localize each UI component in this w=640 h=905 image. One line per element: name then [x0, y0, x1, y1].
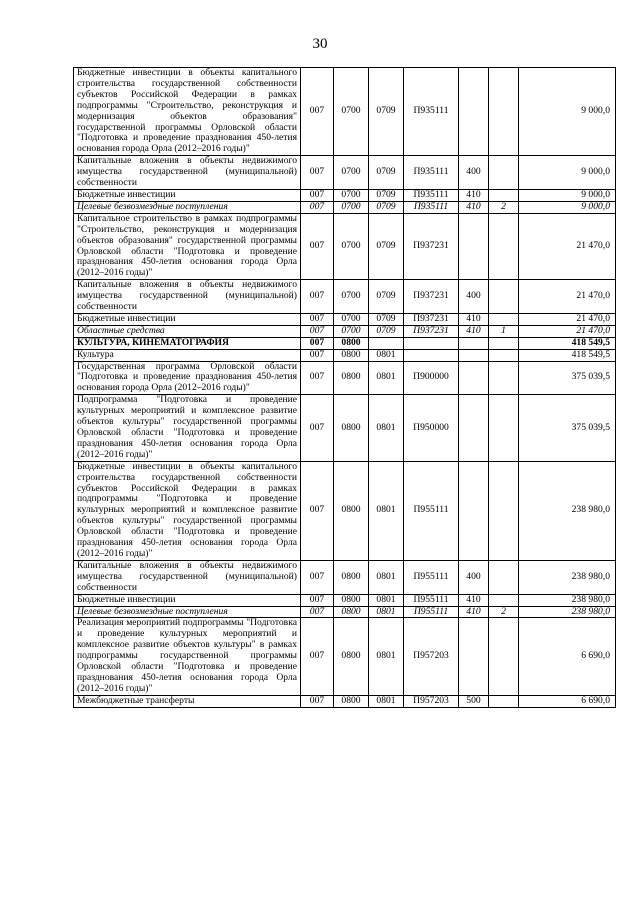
target-article-cell: П957203 [404, 618, 459, 695]
amount-cell: 21 470,0 [519, 325, 616, 337]
funding-source-cell [489, 213, 519, 279]
target-article-cell: П937231 [404, 280, 459, 314]
target-article-cell: П935111 [404, 201, 459, 213]
ved-code-cell: 007 [301, 594, 334, 606]
subsection-code-cell: 0801 [369, 560, 404, 594]
table-row [74, 313, 616, 325]
expense-type-cell [459, 213, 489, 279]
row-name-cell: Бюджетные инвестиции в объекты капитального строительства государственной собственности субъектов Российской Федерации в рамках подпрограммы "Строительство, реконструкция и модернизация объектов образования" государственной программы Орловской области "Подготовка и проведение празднования 450-летия основания города Орла (2012–2016 годы)" [74, 68, 301, 156]
table-row [74, 695, 616, 707]
expense-type-cell: 410 [459, 325, 489, 337]
target-article-cell: П957203 [404, 695, 459, 707]
ved-code-cell: 007 [301, 560, 334, 594]
table-row [74, 606, 616, 618]
funding-source-cell [489, 560, 519, 594]
amount-cell: 9 000,0 [519, 201, 616, 213]
expense-type-cell: 400 [459, 156, 489, 190]
table-row [74, 395, 616, 461]
amount-cell: 6 690,0 [519, 695, 616, 707]
section-code-cell: 0800 [334, 606, 369, 618]
ved-code-cell: 007 [301, 325, 334, 337]
amount-cell: 6 690,0 [519, 618, 616, 695]
section-code-cell: 0700 [334, 68, 369, 156]
expense-type-cell [459, 68, 489, 156]
row-name-cell: Государственная программа Орловской области "Подготовка и проведение празднования 450-летия основания города Орла (2012–2016 годы)" [74, 361, 301, 395]
funding-source-cell [489, 594, 519, 606]
amount-cell: 9 000,0 [519, 156, 616, 190]
target-article-cell: П955111 [404, 594, 459, 606]
ved-code-cell: 007 [301, 361, 334, 395]
ved-code-cell: 007 [301, 461, 334, 560]
table-row [74, 280, 616, 314]
target-article-cell: П935111 [404, 156, 459, 190]
page-number: 30 [312, 36, 328, 52]
subsection-code-cell [369, 337, 404, 349]
row-name-cell: КУЛЬТУРА, КИНЕМАТОГРАФИЯ [74, 337, 301, 349]
target-article-cell: П935111 [404, 68, 459, 156]
funding-source-cell: 2 [489, 201, 519, 213]
expense-type-cell [459, 618, 489, 695]
ved-code-cell: 007 [301, 337, 334, 349]
ved-code-cell: 007 [301, 618, 334, 695]
amount-cell: 238 980,0 [519, 606, 616, 618]
section-code-cell: 0800 [334, 395, 369, 461]
section-code-cell: 0700 [334, 156, 369, 190]
section-code-cell: 0700 [334, 213, 369, 279]
amount-cell: 238 980,0 [519, 594, 616, 606]
row-name-cell: Капитальные вложения в объекты недвижимого имущества государственной (муниципальной) собственности [74, 156, 301, 190]
amount-cell: 21 470,0 [519, 313, 616, 325]
amount-cell: 375 039,5 [519, 395, 616, 461]
section-code-cell: 0800 [334, 337, 369, 349]
table-row [74, 68, 616, 156]
subsection-code-cell: 0801 [369, 606, 404, 618]
amount-cell: 21 470,0 [519, 280, 616, 314]
subsection-code-cell: 0709 [369, 201, 404, 213]
table-row [74, 189, 616, 201]
target-article-cell: П937231 [404, 313, 459, 325]
row-name-cell: Капитальные вложения в объекты недвижимого имущества государственной (муниципальной) собственности [74, 560, 301, 594]
funding-source-cell [489, 695, 519, 707]
ved-code-cell: 007 [301, 201, 334, 213]
table-row [74, 213, 616, 279]
subsection-code-cell: 0801 [369, 461, 404, 560]
row-name-cell: Целевые безвозмездные поступления [74, 201, 301, 213]
target-article-cell: П955111 [404, 560, 459, 594]
target-article-cell: П937231 [404, 213, 459, 279]
table-row [74, 361, 616, 395]
expense-type-cell [459, 461, 489, 560]
section-code-cell: 0800 [334, 461, 369, 560]
amount-cell: 9 000,0 [519, 189, 616, 201]
target-article-cell: П955111 [404, 606, 459, 618]
funding-source-cell [489, 337, 519, 349]
row-name-cell: Областные средства [74, 325, 301, 337]
funding-source-cell [489, 618, 519, 695]
subsection-code-cell: 0709 [369, 313, 404, 325]
budget-table [73, 67, 616, 708]
subsection-code-cell: 0709 [369, 156, 404, 190]
funding-source-cell [489, 156, 519, 190]
row-name-cell: Реализация мероприятий подпрограммы "Подготовка и проведение культурных мероприятий и комплексное развитие объектов культуры" в рамках подпрограммы государственной программы Орловской области "Подготовка и проведение празднования 450-летия основания города Орла (2012–2016 годы)" [74, 618, 301, 695]
expense-type-cell [459, 349, 489, 361]
ved-code-cell: 007 [301, 695, 334, 707]
expense-type-cell: 410 [459, 201, 489, 213]
ved-code-cell: 007 [301, 156, 334, 190]
target-article-cell: П955111 [404, 461, 459, 560]
section-code-cell: 0800 [334, 349, 369, 361]
expense-type-cell: 410 [459, 189, 489, 201]
amount-cell: 238 980,0 [519, 560, 616, 594]
row-name-cell: Межбюджетные трансферты [74, 695, 301, 707]
funding-source-cell [489, 68, 519, 156]
amount-cell: 9 000,0 [519, 68, 616, 156]
table-row [74, 156, 616, 190]
subsection-code-cell: 0801 [369, 395, 404, 461]
subsection-code-cell: 0801 [369, 349, 404, 361]
section-code-cell: 0800 [334, 594, 369, 606]
row-name-cell: Капитальное строительство в рамках подпрограммы "Строительство, реконструкция и модернизация объектов образования" государственной программы Орловской области "Подготовка и проведение празднования 450-летия основания города Орла (2012–2016 годы)" [74, 213, 301, 279]
row-name-cell: Бюджетные инвестиции в объекты капитального строительства государственной собственности субъектов Российской Федерации в рамках подпрограммы "Подготовка и проведение культурных мероприятий и комплексное развитие объектов культуры" государственной программы Орловской области "Подготовка и проведение празднования 450-летия основания города Орла (2012–2016 годы)" [74, 461, 301, 560]
section-code-cell: 0800 [334, 361, 369, 395]
row-name-cell: Культура [74, 349, 301, 361]
table-row [74, 618, 616, 695]
funding-source-cell: 1 [489, 325, 519, 337]
subsection-code-cell: 0801 [369, 361, 404, 395]
section-code-cell: 0800 [334, 560, 369, 594]
target-article-cell [404, 337, 459, 349]
subsection-code-cell: 0709 [369, 213, 404, 279]
section-code-cell: 0700 [334, 313, 369, 325]
table-row [74, 337, 616, 349]
subsection-code-cell: 0801 [369, 695, 404, 707]
funding-source-cell [489, 189, 519, 201]
section-code-cell: 0700 [334, 325, 369, 337]
section-code-cell: 0800 [334, 695, 369, 707]
ved-code-cell: 007 [301, 349, 334, 361]
subsection-code-cell: 0709 [369, 325, 404, 337]
table-row [74, 461, 616, 560]
row-name-cell: Целевые безвозмездные поступления [74, 606, 301, 618]
amount-cell: 418 549,5 [519, 349, 616, 361]
subsection-code-cell: 0709 [369, 189, 404, 201]
expense-type-cell [459, 337, 489, 349]
row-name-cell: Бюджетные инвестиции [74, 189, 301, 201]
row-name-cell: Бюджетные инвестиции [74, 313, 301, 325]
section-code-cell: 0700 [334, 280, 369, 314]
funding-source-cell [489, 349, 519, 361]
target-article-cell: П937231 [404, 325, 459, 337]
section-code-cell: 0700 [334, 201, 369, 213]
expense-type-cell: 410 [459, 594, 489, 606]
expense-type-cell [459, 361, 489, 395]
target-article-cell: П900000 [404, 361, 459, 395]
amount-cell: 21 470,0 [519, 213, 616, 279]
expense-type-cell: 500 [459, 695, 489, 707]
expense-type-cell [459, 395, 489, 461]
table-row [74, 594, 616, 606]
target-article-cell: П935111 [404, 189, 459, 201]
table-body [74, 68, 616, 708]
subsection-code-cell: 0801 [369, 618, 404, 695]
amount-cell: 418 549,5 [519, 337, 616, 349]
ved-code-cell: 007 [301, 280, 334, 314]
row-name-cell: Бюджетные инвестиции [74, 594, 301, 606]
ved-code-cell: 007 [301, 606, 334, 618]
funding-source-cell [489, 461, 519, 560]
section-code-cell: 0800 [334, 618, 369, 695]
amount-cell: 375 039,5 [519, 361, 616, 395]
ved-code-cell: 007 [301, 313, 334, 325]
funding-source-cell [489, 361, 519, 395]
ved-code-cell: 007 [301, 395, 334, 461]
expense-type-cell: 400 [459, 280, 489, 314]
row-name-cell: Капитальные вложения в объекты недвижимого имущества государственной (муниципальной) собственности [74, 280, 301, 314]
subsection-code-cell: 0709 [369, 68, 404, 156]
target-article-cell: П950000 [404, 395, 459, 461]
table-row [74, 201, 616, 213]
funding-source-cell [489, 280, 519, 314]
expense-type-cell: 400 [459, 560, 489, 594]
funding-source-cell [489, 313, 519, 325]
target-article-cell [404, 349, 459, 361]
funding-source-cell: 2 [489, 606, 519, 618]
ved-code-cell: 007 [301, 213, 334, 279]
ved-code-cell: 007 [301, 189, 334, 201]
subsection-code-cell: 0801 [369, 594, 404, 606]
expense-type-cell: 410 [459, 606, 489, 618]
expense-type-cell: 410 [459, 313, 489, 325]
ved-code-cell: 007 [301, 68, 334, 156]
section-code-cell: 0700 [334, 189, 369, 201]
table-row [74, 560, 616, 594]
table-row [74, 325, 616, 337]
amount-cell: 238 980,0 [519, 461, 616, 560]
subsection-code-cell: 0709 [369, 280, 404, 314]
table-row [74, 349, 616, 361]
funding-source-cell [489, 395, 519, 461]
row-name-cell: Подпрограмма "Подготовка и проведение культурных мероприятий и комплексное развитие объектов культуры" государственной программы Орловской области "Подготовка и проведение празднования 450-летия основания города Орла (2012–2016 годы)" [74, 395, 301, 461]
